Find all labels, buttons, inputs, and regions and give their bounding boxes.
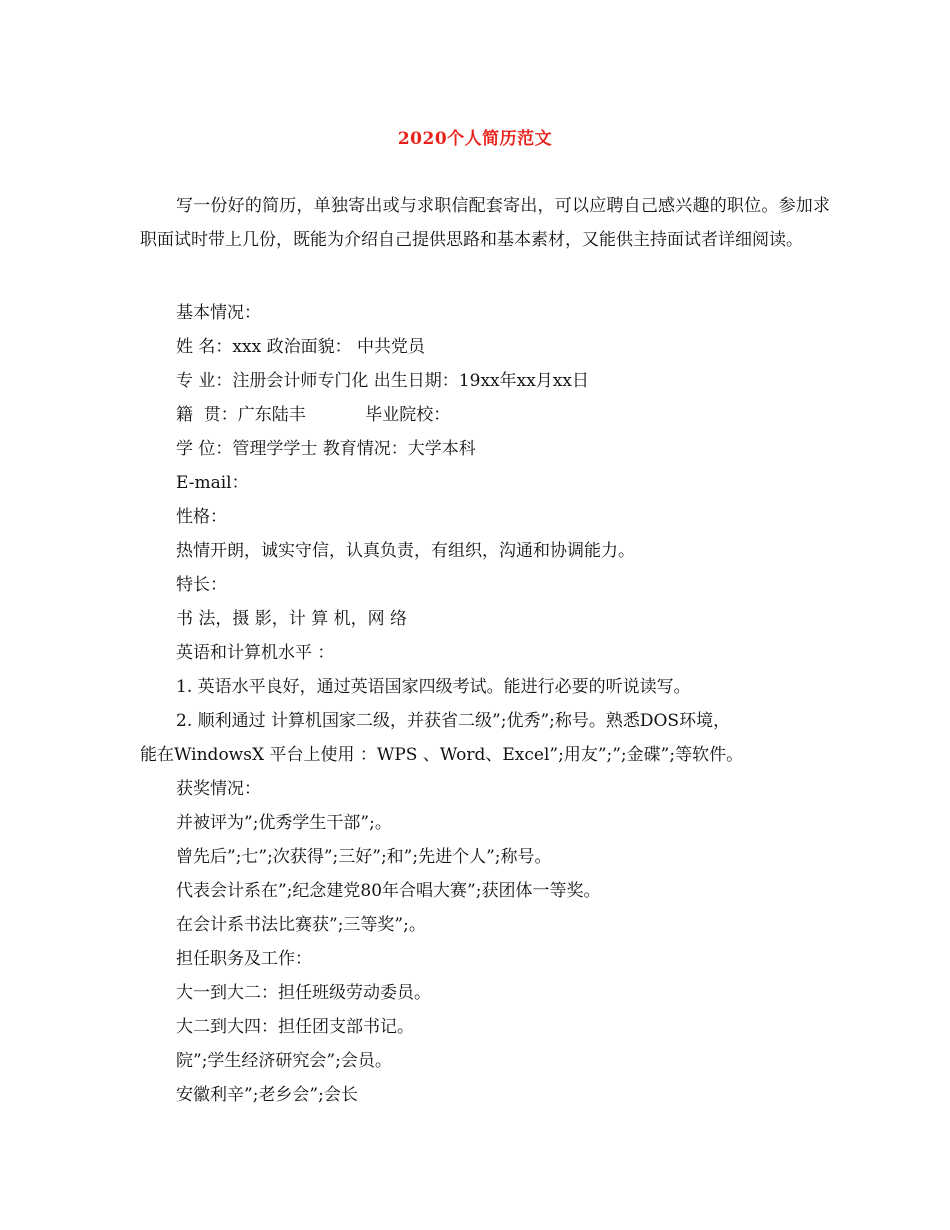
position-item: 大二到大四：担任团支部书记。 <box>176 1017 414 1037</box>
personality-text: 热情开朗，诚实守信，认真负责，有组织，沟通和协调能力。 <box>176 541 635 561</box>
field-major-birthdate: 专 业：注册会计师专门化 出生日期：19xx年xx月xx日 <box>176 371 589 391</box>
field-email: E-mail： <box>176 473 249 493</box>
computer-level-item-continued: 能在WindowsX 平台上使用 ：WPS 、Word、Excel”;用友”;”;金碟”;等软件。 <box>140 745 744 765</box>
field-name-politics: 姓 名：xxx 政治面貌： 中共党员 <box>176 337 425 357</box>
award-item: 并被评为”;优秀学生干部”;。 <box>176 813 392 833</box>
section-heading-awards: 获奖情况： <box>176 779 261 799</box>
computer-level-item: 2. 顺利通过 计算机国家二级，并获省二级”;优秀”;称号。熟悉DOS环境， <box>176 711 731 731</box>
section-heading-language-computer: 英语和计算机水平 ： <box>176 643 335 663</box>
section-heading-basic-info: 基本情况： <box>176 303 261 323</box>
section-heading-personality: 性格： <box>176 507 227 527</box>
section-heading-positions: 担任职务及工作： <box>176 949 312 969</box>
award-item: 在会计系书法比赛获”;三等奖”;。 <box>176 915 426 935</box>
document-title: 2020个人简历范文 <box>397 129 553 149</box>
position-item: 安徽利辛”;老乡会”;会长 <box>176 1085 358 1105</box>
english-level-item: 1. 英语水平良好，通过英语国家四级考试。能进行必要的听说读写。 <box>176 677 691 697</box>
award-item: 曾先后”;七”;次获得”;三好”;和”;先进个人”;称号。 <box>176 847 552 867</box>
section-heading-skills: 特长： <box>176 575 227 595</box>
field-degree-education: 学 位：管理学学士 教育情况：大学本科 <box>176 439 476 459</box>
intro-paragraph: 写一份好的简历，单独寄出或与求职信配套寄出，可以应聘自己感兴趣的职位。参加求职面试时带上几份，既能为介绍自己提供思路和基本素材，又能供主持面试者详细阅读。 <box>140 196 830 250</box>
skills-text: 书 法，摄 影，计 算 机，网 络 <box>176 609 408 629</box>
position-item: 大一到大二：担任班级劳动委员。 <box>176 983 431 1003</box>
position-item: 院”;学生经济研究会”;会员。 <box>176 1051 392 1071</box>
resume-body <box>0 296 950 1112</box>
field-hometown-school: 籍 贯：广东陆丰 毕业院校： <box>176 405 451 425</box>
award-item: 代表会计系在”;纪念建党80年合唱大赛”;获团体一等奖。 <box>176 881 601 901</box>
